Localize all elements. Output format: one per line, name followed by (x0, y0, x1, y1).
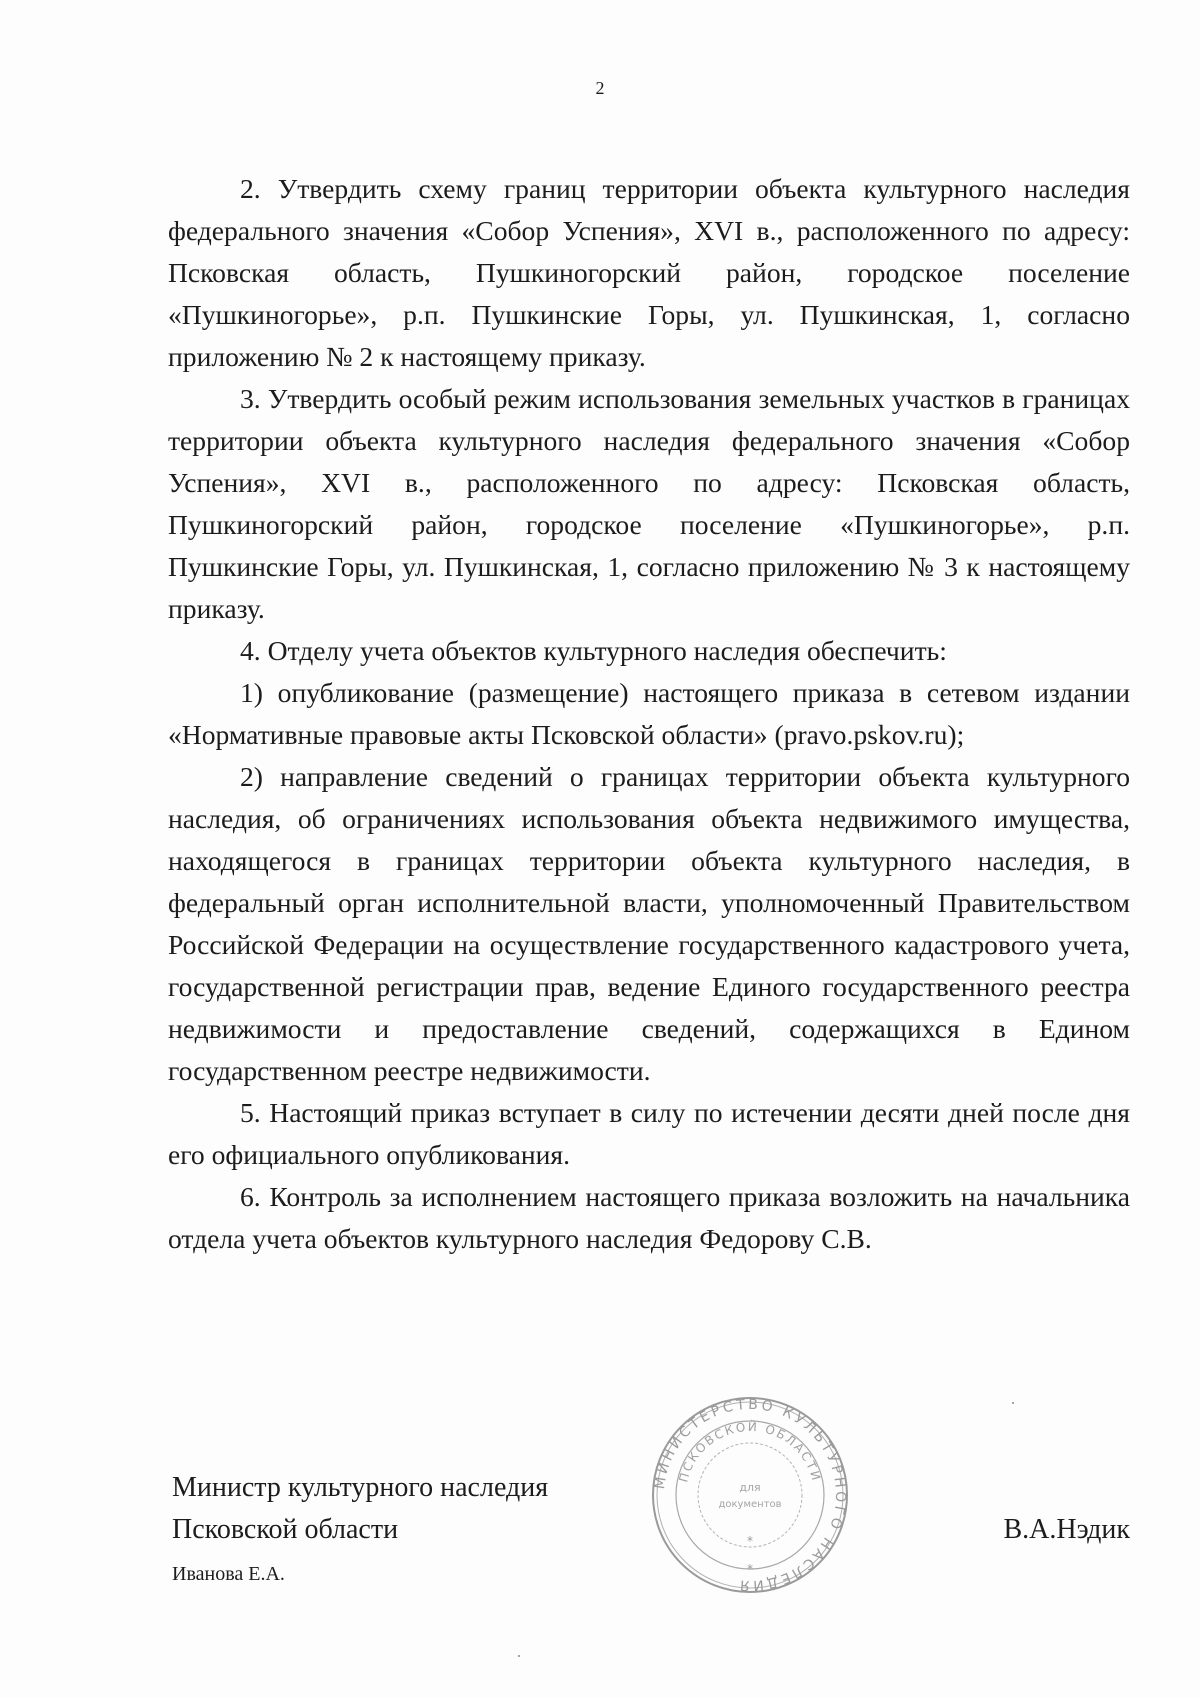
signatory-title-line2: Псковской области (172, 1514, 399, 1545)
official-stamp (650, 1395, 850, 1595)
stamp-inner-text: ПСКОВСКОЙ ОБЛАСТИ (676, 1419, 824, 1484)
order-body (168, 168, 1130, 1260)
paragraph-subitem-2: 2) направление сведений о границах территории объекта культурного наследия, об ограничениях использования объекта недвижимого имущества, находящегося в границах территории объекта культурного наследия, в федеральный орган исполнительной власти, уполномоченный Правительством Российской Федерации на осуществление государственного кадастрового учета, государственной регистрации прав, ведение Единого государственного реестра недвижимости и предоставление сведений, содержащихся в Едином государственном реестре недвижимости. (168, 761, 1130, 1086)
stamp-star-icon: * (747, 1562, 753, 1576)
stamp-center-line1: для (739, 1481, 761, 1494)
signatory-title-line1: Министр культурного наследия (172, 1472, 549, 1503)
paragraph-item-6: 6. Контроль за исполнением настоящего приказа возложить на начальника отдела учета объектов культурного наследия Федорову С.В. (168, 1181, 1130, 1254)
paragraph-item-5: 5. Настоящий приказ вступает в силу по истечении десяти дней после дня его официального опубликования. (168, 1097, 1130, 1170)
stamp-center-line2: документов (718, 1499, 782, 1510)
page-number: 2 (595, 78, 605, 98)
paragraph-item-3: 3. Утвердить особый режим использования земельных участков в границах территории объекта культурного наследия федерального значения «Собор Успения», XVI в., расположенного по адресу: Псковская область, Пушкиногорский район, городское поселение «Пушкиногорье», р.п. Пушкинские Горы, ул. Пушкинская, 1, согласно приложению № 3 к настоящему приказу. (168, 383, 1130, 624)
stamp-outer-text: МИНИСТЕРСТВО КУЛЬТУРНОГО НАСЛЕДИЯ (651, 1396, 849, 1594)
paragraph-item-4: 4. Отделу учета объектов культурного наследия обеспечить: (240, 635, 947, 666)
executor-name: Иванова Е.А. (172, 1563, 285, 1585)
signatory-name: В.А.Нэдик (1003, 1514, 1130, 1545)
scan-speck (518, 1655, 520, 1657)
paragraph-item-2: 2. Утвердить схему границ территории объекта культурного наследия федерального значения «Собор Успения», XVI в., расположенного по адресу: Псковская область, Пушкиногорский район, городское поселение «Пушкиногорье», р.п. Пушкинские Горы, ул. Пушкинская, 1, согласно приложению № 2 к настоящему приказу. (168, 173, 1130, 372)
scan-speck (1012, 1402, 1014, 1404)
paragraph-subitem-1: 1) опубликование (размещение) настоящего приказа в сетевом издании «Нормативные правовые акты Псковской области» (pravo.pskov.ru); (168, 677, 1130, 750)
stamp-star-icon: * (747, 1534, 753, 1548)
